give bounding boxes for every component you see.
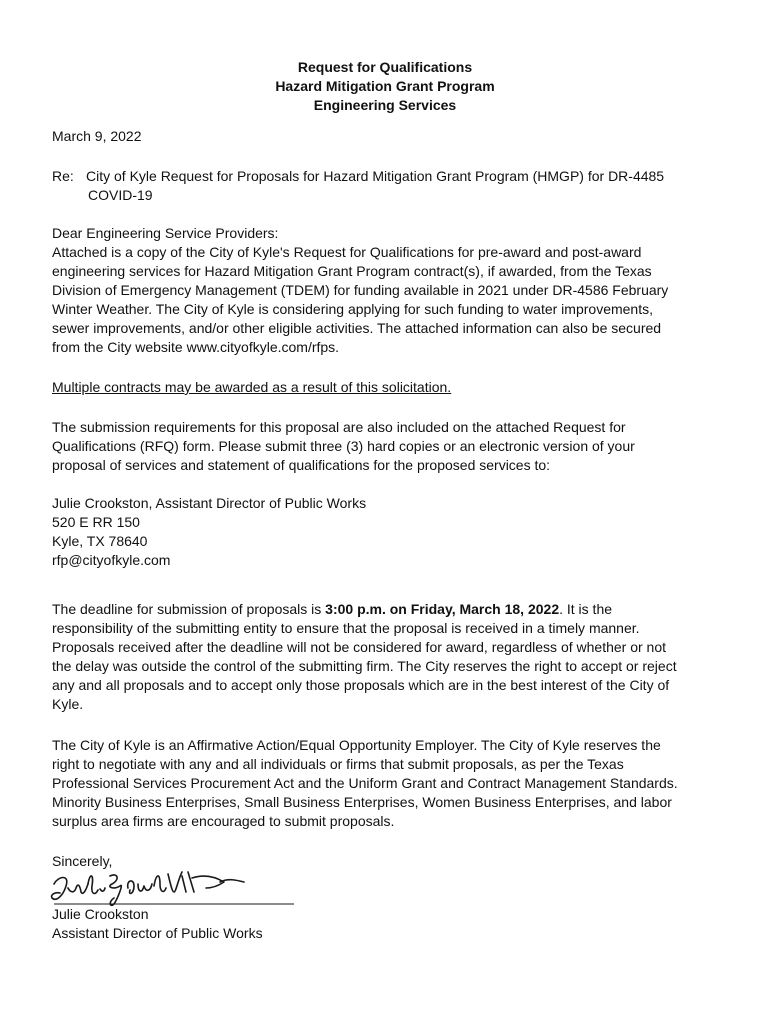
eeo-line: Minority Business Enterprises, Small Business Enterprises, Women Business Enterprises, and labor	[52, 794, 672, 810]
submission-line: The submission requirements for this proposal are also included on the attached Request for	[52, 419, 626, 435]
deadline-suffix: . It is the	[559, 601, 613, 617]
intro-line: from the City website www.cityofkyle.com/rfps.	[52, 339, 340, 355]
submission-line: proposal of services and statement of qualifications for the proposed services to:	[52, 457, 551, 473]
intro-line: sewer improvements, and/or other eligible activities. The attached information can also be secured	[52, 320, 662, 336]
re-label: Re:	[52, 168, 74, 184]
deadline-line	[52, 600, 720, 619]
signer-title: Assistant Director of Public Works	[52, 925, 263, 941]
deadline-line: Kyle.	[52, 696, 84, 712]
intro-paragraph	[52, 243, 720, 357]
mailing-address	[52, 494, 720, 570]
closing: Sincerely,	[52, 853, 113, 869]
header-services: Engineering Services	[313, 97, 457, 113]
re-line	[52, 167, 664, 205]
deadline-date: 3:00 p.m. on Friday, March 18, 2022	[325, 601, 560, 617]
intro-line: Winter Weather. The City of Kyle is considering applying for such funding to water improvements,	[52, 301, 653, 317]
re-subject: City of Kyle Request for Proposals for Hazard Mitigation Grant Program (HMGP) for DR-4485	[86, 168, 665, 184]
letter-date: March 9, 2022	[52, 128, 142, 144]
eeo-line: The City of Kyle is an Affirmative Action/Equal Opportunity Employer. The City of Kyle reserves the	[52, 737, 661, 753]
intro-line: Division of Emergency Management (TDEM) for funding available in 2021 under DR-4586 February	[52, 282, 669, 298]
multiple-contracts-note: Multiple contracts may be awarded as a result of this solicitation.	[52, 379, 452, 395]
address-street: 520 E RR 150	[52, 514, 140, 530]
address-email: rfp@cityofkyle.com	[52, 552, 171, 568]
address-city: Kyle, TX 78640	[52, 533, 148, 549]
eeo-line: right to negotiate with any and all individuals or firms that submit proposals, as per the Texas	[52, 756, 624, 772]
submission-paragraph	[52, 418, 720, 475]
deadline-prefix: The deadline for submission of proposals is	[52, 601, 326, 617]
header-title: Request for Qualifications	[297, 59, 473, 75]
eeo-line: surplus area firms are encouraged to submit proposals.	[52, 813, 395, 829]
deadline-line: responsibility of the submitting entity to ensure that the proposal is received in a timely manner.	[52, 620, 640, 636]
signer-name: Julie Crookston	[52, 906, 149, 922]
header-program: Hazard Mitigation Grant Program	[275, 78, 495, 94]
deadline-paragraph	[52, 600, 720, 714]
intro-line: Attached is a copy of the City of Kyle's Request for Qualifications for pre-award and post-award	[52, 244, 642, 260]
re-subject-cont: COVID-19	[88, 187, 153, 203]
intro-line: engineering services for Hazard Mitigation Grant Program contract(s), if awarded, from the Texas	[52, 263, 652, 279]
address-name: Julie Crookston, Assistant Director of Public Works	[52, 495, 367, 511]
salutation: Dear Engineering Service Providers:	[52, 225, 279, 241]
deadline-line: the delay was outside the control of the submitting firm. The City reserves the right to accept or reject	[52, 658, 677, 674]
deadline-line: any and all proposals and to accept only those proposals which are in the best interest of the City of	[52, 677, 670, 693]
submission-line: Qualifications (RFQ) form. Please submit three (3) hard copies or an electronic version of your	[52, 438, 635, 454]
eeo-paragraph	[52, 736, 720, 831]
signature-block	[52, 905, 720, 943]
document-header	[0, 58, 770, 115]
eeo-line: Professional Services Procurement Act and the Uniform Grant and Contract Management Standards.	[52, 775, 678, 791]
deadline-line: Proposals received after the deadline will not be considered for award, regardless of whether or not	[52, 639, 667, 655]
